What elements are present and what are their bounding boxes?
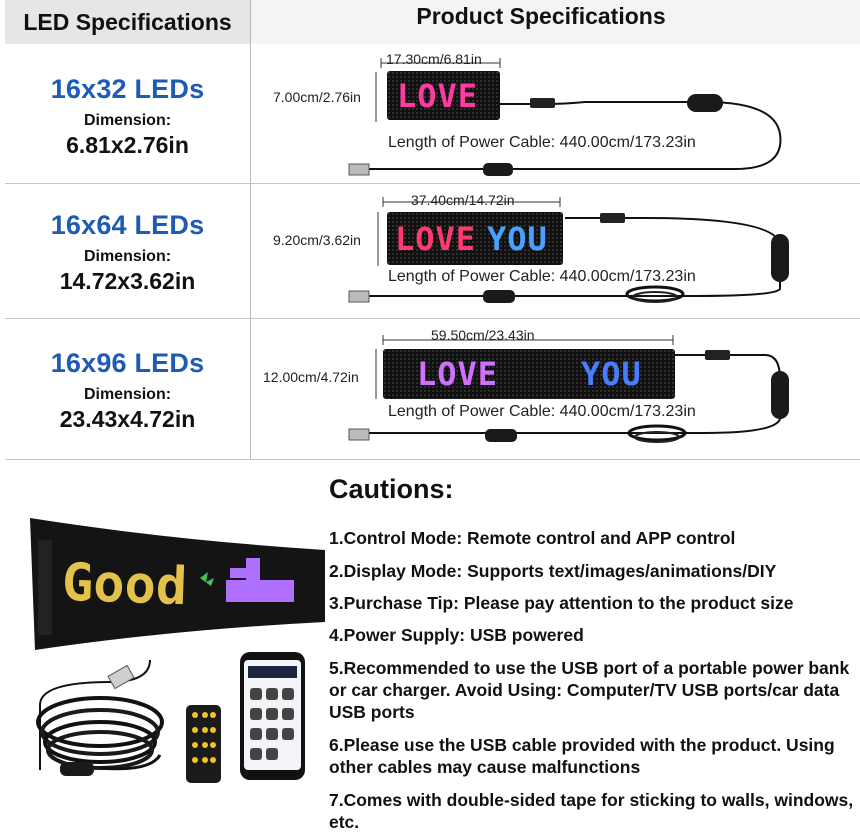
caution-item: 5.Recommended to use the USB port of a portable power bank or car charger. Avoid Using: Computer/TV USB ports/car data USB ports xyxy=(329,658,850,722)
row-divider xyxy=(5,459,860,460)
panel-word: YOU xyxy=(581,355,642,393)
cable-length-text: Length of Power Cable: 440.00cm/173.23in xyxy=(388,134,696,151)
led-count: 16x96 LEDs xyxy=(50,348,205,378)
spec-table xyxy=(5,0,860,460)
panel-width-label: 37.40cm/14.72in xyxy=(411,192,515,208)
panel-word: LOVE xyxy=(417,355,499,393)
spec-row-16x64 xyxy=(5,184,860,318)
led-spec-header-text: LED Specifications xyxy=(23,8,232,35)
caution-item: 1.Control Mode: Remote control and APP control xyxy=(329,528,736,548)
led-count: 16x64 LEDs xyxy=(50,210,205,240)
spec-row-16x32 xyxy=(5,44,860,183)
dimension-label: Dimension: xyxy=(83,112,172,129)
panel-width-label: 17.30cm/6.81in xyxy=(386,51,482,67)
panel-height-label: 12.00cm/4.72in xyxy=(263,369,359,385)
caution-item: 2.Display Mode: Supports text/images/animations/DIY xyxy=(329,561,777,581)
panel-width-label: 59.50cm/23.43in xyxy=(431,327,535,343)
panel-height-label: 7.00cm/2.76in xyxy=(273,89,361,105)
led-spec-header xyxy=(5,0,250,44)
spec-row-16x96 xyxy=(5,319,860,459)
cable-length-text: Length of Power Cable: 440.00cm/173.23in xyxy=(388,268,696,285)
product-spec-header xyxy=(250,0,860,44)
caution-item: 7.Comes with double-sided tape for sticking to walls, windows, etc. xyxy=(329,790,854,832)
panel-word: LOVE xyxy=(397,77,479,115)
cable-length-text: Length of Power Cable: 440.00cm/173.23in xyxy=(388,403,696,420)
led-panel xyxy=(387,71,500,120)
caution-item: 4.Power Supply: USB powered xyxy=(329,625,584,645)
dimension-value: 14.72x3.62in xyxy=(59,268,196,294)
photo-panel-text: Good xyxy=(60,552,189,618)
panel-word: LOVE xyxy=(395,220,477,258)
dimension-label: Dimension: xyxy=(83,386,172,403)
caution-item: 3.Purchase Tip: Please pay attention to the product size xyxy=(329,593,794,613)
dimension-value: 23.43x4.72in xyxy=(59,406,196,432)
led-panel xyxy=(383,349,675,399)
cautions-title: Cautions: xyxy=(329,474,454,504)
led-count: 16x32 LEDs xyxy=(50,74,205,104)
panel-height-label: 9.20cm/3.62in xyxy=(273,232,361,248)
led-panel xyxy=(387,212,563,265)
caution-item: 6.Please use the USB cable provided with the product. Using other cables may cause malfunctions xyxy=(329,735,835,777)
dimension-value: 6.81x2.76in xyxy=(66,132,189,158)
panel-word: YOU xyxy=(487,220,548,258)
product-spec-header-text: Product Specifications xyxy=(416,2,666,29)
dimension-label: Dimension: xyxy=(83,248,172,265)
